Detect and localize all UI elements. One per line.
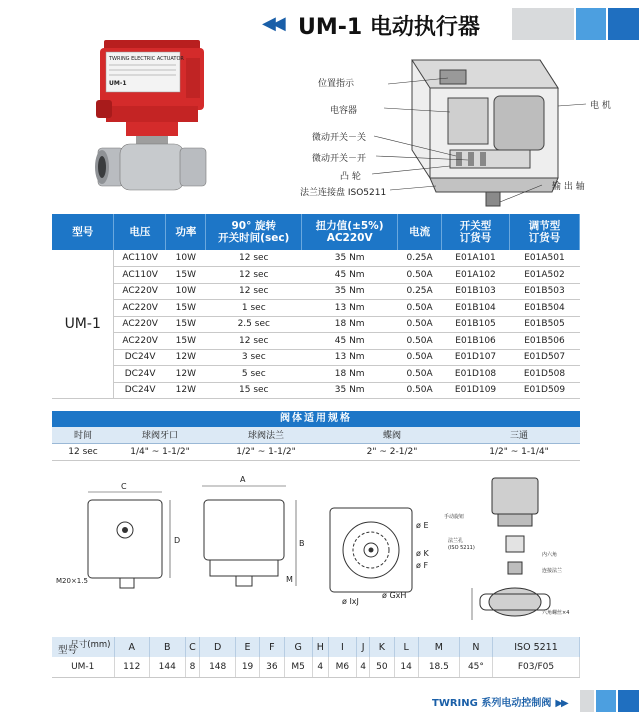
spec-header-cell: 扭力值(±5%) AC220V <box>302 214 398 250</box>
mount-label-iso: (ISO 5211) <box>448 545 475 551</box>
valve-table-title: 阀体适用规格 <box>52 411 580 427</box>
table-cell: 4 <box>357 657 370 677</box>
spec-table-header <box>52 214 580 250</box>
table-cell: 15W <box>166 267 206 284</box>
table-cell: E01D507 <box>510 349 580 366</box>
dim-label-b: B <box>299 539 305 548</box>
table-cell: 3 sec <box>206 349 302 366</box>
dims-corner-top: 尺寸(mm) <box>70 640 111 650</box>
table-cell: 12W <box>166 382 206 399</box>
table-cell: E01A101 <box>442 250 510 267</box>
table-cell: 14 <box>394 657 418 677</box>
table-cell: 50 <box>370 657 394 677</box>
table-row <box>52 267 580 284</box>
table-row <box>52 443 580 460</box>
table-cell: 0.50A <box>398 349 442 366</box>
table-cell: E01D109 <box>442 382 510 399</box>
callout-output-shaft: 输 出 轴 <box>552 182 585 192</box>
callout-micro-switch-off: 微动开关－关 <box>312 133 367 143</box>
table-row <box>52 349 580 366</box>
dim-label-d: D <box>174 536 181 545</box>
dim-label-c: C <box>121 482 127 491</box>
table-cell: 15W <box>166 333 206 350</box>
table-cell: E01B106 <box>442 333 510 350</box>
footer-text: 系列电动控制阀 <box>477 698 552 709</box>
mount-label-manual-knob: 手动旋钮 <box>444 514 465 520</box>
dims-header-cell: ISO 5211 <box>492 637 579 657</box>
spec-header-cell: 型号 <box>52 214 114 250</box>
table-cell: AC110V <box>114 250 166 267</box>
table-row <box>52 333 580 350</box>
dims-header-cell: L <box>394 637 418 657</box>
dims-header-cell: E <box>235 637 259 657</box>
table-cell: 0.50A <box>398 300 442 317</box>
dims-header-cell: H <box>312 637 328 657</box>
table-cell: AC220V <box>114 300 166 317</box>
model-cell: UM-1 <box>52 250 114 399</box>
table-cell: 35 Nm <box>302 382 398 399</box>
page-title: UM-1 电动执行器 <box>298 15 480 40</box>
table-cell: AC110V <box>114 267 166 284</box>
mount-label-bolts: 六角螺丝×4 <box>542 610 570 616</box>
side-view-drawing <box>202 475 305 586</box>
table-cell: 18.5 <box>418 657 459 677</box>
table-cell: 12 sec <box>206 250 302 267</box>
table-cell: F03/F05 <box>492 657 579 677</box>
table-cell: DC24V <box>114 349 166 366</box>
dim-label-gxh: ø GxH <box>382 591 407 600</box>
table-cell: 12 sec <box>206 267 302 284</box>
table-cell: 112 <box>114 657 150 677</box>
table-cell: 2.5 sec <box>206 316 302 333</box>
callout-cam: 凸 轮 <box>340 172 361 182</box>
dim-label-m20: M20×1.5 <box>56 577 88 585</box>
table-cell: 35 Nm <box>302 250 398 267</box>
table-cell: DC24V <box>114 366 166 383</box>
spec-header-cell: 90° 旋转 开关时间(sec) <box>206 214 302 250</box>
footer-arrows-icon: ▶▶ <box>555 698 567 709</box>
table-cell: E01B503 <box>510 283 580 300</box>
mount-label-flange-hole: 法兰孔 <box>448 538 464 544</box>
mount-label-flange: 连接法兰 <box>542 568 563 574</box>
spec-header-cell: 电流 <box>398 214 442 250</box>
table-cell: 0.50A <box>398 333 442 350</box>
table-cell: 8 <box>185 657 200 677</box>
header-decoration <box>512 8 639 40</box>
table-cell: 45 Nm <box>302 267 398 284</box>
dim-label-m: M <box>286 575 293 584</box>
table-row <box>52 300 580 317</box>
table-cell: E01D508 <box>510 366 580 383</box>
mounting-exploded-drawing <box>444 478 569 620</box>
table-cell: 5 sec <box>206 366 302 383</box>
dims-corner-cell <box>52 637 114 657</box>
table-cell: 12 sec <box>52 443 114 460</box>
valve-table <box>52 427 580 461</box>
table-cell: 45° <box>459 657 492 677</box>
table-cell: M5 <box>284 657 312 677</box>
footer <box>432 694 567 709</box>
table-cell: 0.50A <box>398 267 442 284</box>
table-cell: E01B504 <box>510 300 580 317</box>
table-cell: 45 Nm <box>302 333 398 350</box>
dim-label-k: ø K <box>416 549 429 558</box>
table-cell: 13 Nm <box>302 349 398 366</box>
table-cell: 4 <box>312 657 328 677</box>
table-cell: 13 Nm <box>302 300 398 317</box>
table-cell: 0.50A <box>398 366 442 383</box>
table-cell: 0.25A <box>398 283 442 300</box>
dims-header-cell: M <box>418 637 459 657</box>
table-row <box>52 316 580 333</box>
nameplate-text: TWRING ELECTRIC ACTUATOR <box>109 56 184 62</box>
spec-table <box>52 214 580 399</box>
table-cell: 15W <box>166 316 206 333</box>
table-cell: 2" ~ 2-1/2" <box>326 443 458 460</box>
callout-capacitor: 电容器 <box>330 106 358 116</box>
table-row <box>52 283 580 300</box>
table-cell: 12 sec <box>206 333 302 350</box>
table-cell: 1/2" ~ 1-1/2" <box>206 443 326 460</box>
table-cell: 18 Nm <box>302 316 398 333</box>
dims-header-cell: D <box>200 637 236 657</box>
dim-label-ixj: ø IxJ <box>342 597 359 606</box>
actuator-product-image <box>92 40 242 205</box>
table-row <box>52 382 580 399</box>
spec-header-cell: 调节型 订货号 <box>510 214 580 250</box>
table-cell: E01D509 <box>510 382 580 399</box>
spec-header-cell: 开关型 订货号 <box>442 214 510 250</box>
dims-header-cell: B <box>150 637 186 657</box>
table-cell: E01B104 <box>442 300 510 317</box>
table-cell: AC220V <box>114 333 166 350</box>
table-cell: E01A501 <box>510 250 580 267</box>
bottom-view-drawing <box>330 508 429 606</box>
table-cell: 0.50A <box>398 382 442 399</box>
table-cell: 1/2" ~ 1-1/4" <box>458 443 580 460</box>
table-cell: 15W <box>166 300 206 317</box>
table-cell: 19 <box>235 657 259 677</box>
cutaway-diagram <box>290 52 639 210</box>
dims-corner-bottom: 型号 <box>58 645 78 656</box>
dim-label-a: A <box>240 475 246 484</box>
footer-brand: TWRING <box>432 698 478 709</box>
table-cell: AC220V <box>114 316 166 333</box>
table-cell: E01D107 <box>442 349 510 366</box>
callout-micro-switch-on: 微动开关－开 <box>312 154 367 164</box>
callout-motor: 电 机 <box>590 101 611 111</box>
dims-header-cell: C <box>185 637 200 657</box>
table-cell: 36 <box>260 657 284 677</box>
table-cell: E01B103 <box>442 283 510 300</box>
dim-label-f: ø F <box>416 561 429 570</box>
table-cell: 1/4" ~ 1-1/2" <box>114 443 206 460</box>
dims-header-cell: K <box>370 637 394 657</box>
table-cell: E01A502 <box>510 267 580 284</box>
valve-header-cell: 三通 <box>458 427 580 443</box>
table-cell: 10W <box>166 250 206 267</box>
dims-header-cell: F <box>260 637 284 657</box>
table-cell: 15 sec <box>206 382 302 399</box>
valve-header-cell: 球阀牙口 <box>114 427 206 443</box>
double-chevron-icon: ◀◀ <box>262 13 282 34</box>
mount-label-hex: 内六角 <box>542 552 558 558</box>
table-cell: 1 sec <box>206 300 302 317</box>
callout-position-indicator: 位置指示 <box>318 79 355 89</box>
dimensions-table <box>52 637 580 678</box>
table-cell: 0.50A <box>398 316 442 333</box>
table-cell: 10W <box>166 283 206 300</box>
table-row <box>52 657 580 677</box>
dimension-drawings <box>52 470 612 630</box>
dims-header-cell: A <box>114 637 150 657</box>
table-cell: E01B506 <box>510 333 580 350</box>
table-cell: M6 <box>328 657 356 677</box>
dims-header-cell: I <box>328 637 356 657</box>
table-cell: 12W <box>166 349 206 366</box>
callout-flange: 法兰连接盘 ISO5211 <box>300 188 387 198</box>
table-cell: DC24V <box>114 382 166 399</box>
front-view-drawing <box>56 482 180 588</box>
valve-header-cell: 时间 <box>52 427 114 443</box>
table-cell: 0.25A <box>398 250 442 267</box>
table-cell: AC220V <box>114 283 166 300</box>
nameplate-model: UM-1 <box>109 80 127 87</box>
table-row <box>52 366 580 383</box>
table-cell: E01B105 <box>442 316 510 333</box>
table-cell: 18 Nm <box>302 366 398 383</box>
table-row <box>52 250 580 267</box>
dims-header-cell: G <box>284 637 312 657</box>
table-cell: 144 <box>150 657 186 677</box>
table-cell: 12 sec <box>206 283 302 300</box>
table-cell: 148 <box>200 657 236 677</box>
table-cell: 12W <box>166 366 206 383</box>
dims-header-cell: J <box>357 637 370 657</box>
footer-decoration <box>580 690 639 712</box>
table-cell: E01B505 <box>510 316 580 333</box>
dims-header-cell: N <box>459 637 492 657</box>
dim-label-e: ø E <box>416 521 429 530</box>
table-cell: E01A102 <box>442 267 510 284</box>
table-cell: 35 Nm <box>302 283 398 300</box>
valve-header-cell: 球阀法兰 <box>206 427 326 443</box>
spec-header-cell: 电压 <box>114 214 166 250</box>
table-cell: E01D108 <box>442 366 510 383</box>
model-cell: UM-1 <box>52 657 114 677</box>
valve-header-cell: 蝶阀 <box>326 427 458 443</box>
spec-header-cell: 功率 <box>166 214 206 250</box>
